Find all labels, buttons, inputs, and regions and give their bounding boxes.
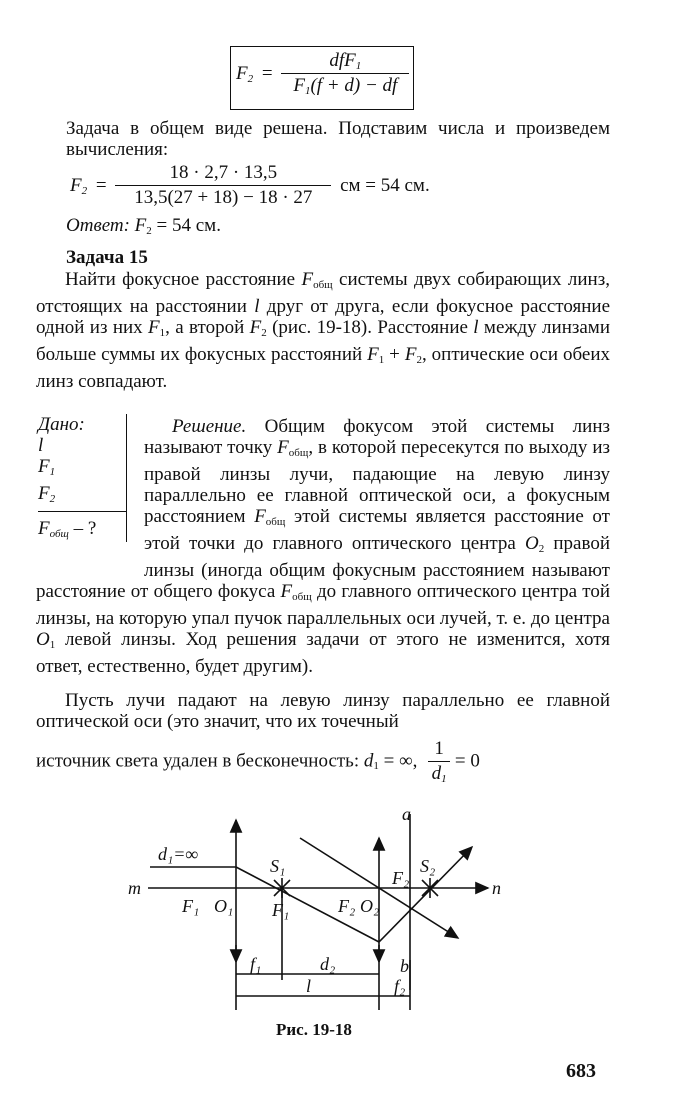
label-F1-left: F₁: [182, 896, 200, 916]
answer-label: Ответ:: [66, 215, 130, 236]
label-O2: O₂: [360, 896, 380, 916]
formula-denominator: $F_1(f + d)$ − df: [293, 75, 398, 97]
task-paragraph: Найти фокусное расстояние $F_{общ}$ системы двух собирающих линз, отстоящих на расстоянии l друг от друга, если фокусное расстояние одной из них $F_1$, а второй $F_2$ (рис. 19-18). Расстояние l между линзами больше суммы их фокусных расстояний $F_1 + F_2$, оптические оси обеих линз совпадают.: [36, 269, 610, 392]
label-a: a: [402, 804, 411, 824]
given-item-l: l: [38, 435, 44, 456]
given-find: $F_{общ}$ – ?: [38, 518, 97, 540]
figure-caption: Рис. 19-18: [276, 1020, 352, 1039]
calc-numerator: 18 · 2,7 · 13,5: [115, 162, 331, 186]
label-f1: f₁: [250, 954, 262, 974]
label-O1: O₁: [214, 896, 234, 916]
label-d2: d₂: [320, 954, 336, 974]
label-l: l: [306, 976, 312, 996]
label-S2: S₂: [420, 856, 436, 876]
solution-paragraph: Решение. Общим фокусом этой системы линз называют точку $F_{общ}$, в которой пересекутся по выходу из правой линзы лучи, падающие на левую линзу параллельно ее главной оптической оси, а фокусным расстоянием $F_{общ}$ этой системы является расстояние от этой точки до главного оптического центра $O_2$ правой линзы (иногда общим фокусным расстоянием называют расстояние от общего фокуса $F_{общ}$ до главного оптического центра той линзы, на которую упал пучок параллельных оси лучей, т. е. до центра $O_1$ левой линзы. Ход решения задачи от этого не изменится, хотя ответ, естественно, будет другим).: [36, 416, 610, 677]
given-label: Дано:: [38, 414, 85, 435]
rays-paragraph: Пусть лучи падают на левую линзу параллельно ее главной оптической оси (это значит, что их точечный: [36, 690, 610, 732]
task-title: Задача 15: [66, 247, 148, 268]
answer-line: Ответ: $F_2 = 54$ см.: [66, 215, 221, 237]
inverse-d1-fraction: $\frac{1}{d_1}$: [428, 738, 450, 785]
calc-denominator: 13,5(27 + 18) − 18 · 27: [134, 187, 313, 208]
formula-numerator: dfF$_1$: [281, 50, 409, 74]
label-F2-left: F₂: [338, 896, 356, 916]
label-m: m: [128, 878, 141, 898]
formula-lhs: F: [236, 62, 248, 84]
formula-fraction: [281, 50, 409, 97]
intro-paragraph: Задача в общем виде решена. Подставим числа и произведем вычисления:: [66, 118, 610, 160]
page-number: 683: [566, 1060, 596, 1082]
calc-fraction: [115, 162, 331, 209]
boxed-formula-content: $F_2$ = $\frac{dfF_1}{F_1(f + d) - df}$: [236, 50, 409, 97]
label-n: n: [492, 878, 501, 898]
label-S1: S₁: [270, 856, 286, 876]
calc-result: см = 54 см.: [340, 174, 430, 196]
source-infinity-line: источник света удален в бесконечность: $d_1$ = ∞, $\frac{1}{d_1}$ = 0: [36, 738, 480, 785]
refracted-ray-1: [236, 867, 379, 942]
label-b: b: [400, 956, 409, 976]
given-item-f1: $F_1$: [38, 456, 56, 478]
given-item-f2: $F_2$: [38, 483, 56, 505]
label-f2: f₂: [394, 976, 406, 996]
calc-formula: $F_2$ = $\frac{18 \cdot 2,7 \cdot 13,5}{13,5(27 + 18) - 18 \cdot 27}$ см = 54 см.: [70, 162, 430, 208]
label-F2-top: F₂: [392, 868, 410, 888]
label-F1-right: F₁: [272, 900, 290, 920]
label-d1-inf: d₁=∞: [158, 844, 199, 864]
solution-label: Решение.: [172, 416, 247, 437]
